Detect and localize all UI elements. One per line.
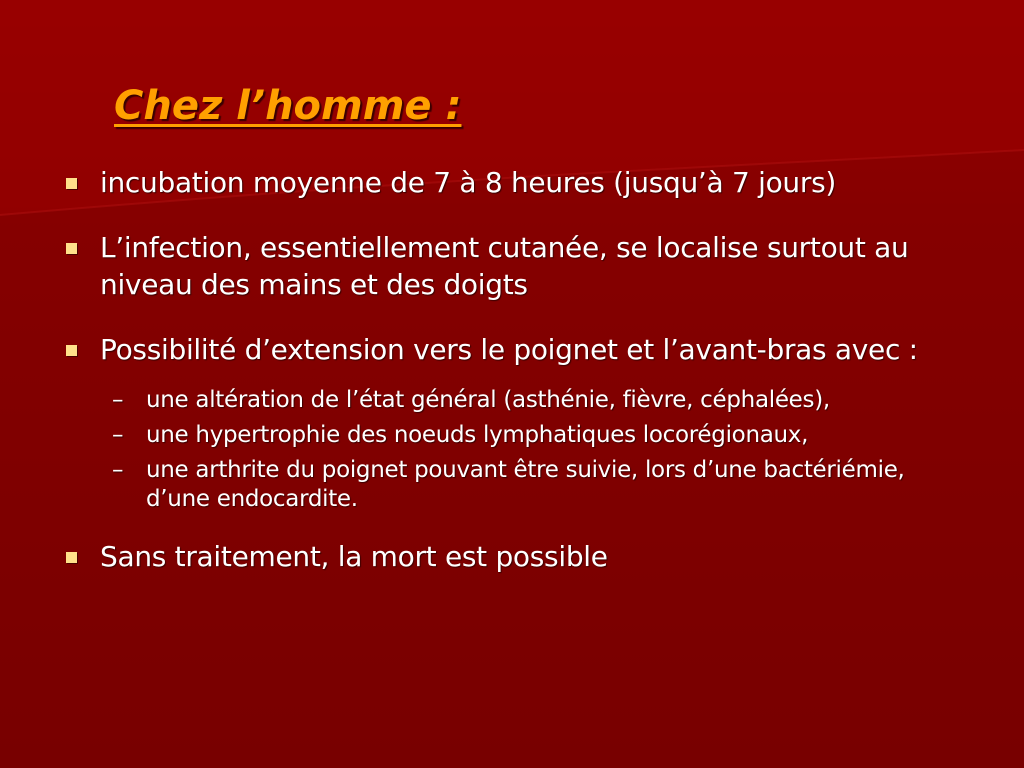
- sub-bullet-item: [108, 421, 962, 450]
- dash-bullet-icon: –: [112, 387, 124, 413]
- sub-bullet-item: [108, 386, 962, 415]
- dash-bullet-icon: –: [112, 422, 124, 448]
- slide-title: Chez l’homme :: [114, 83, 462, 129]
- bullet-item: [62, 229, 962, 303]
- sub-bullet-item: [108, 456, 962, 514]
- bullet-item: [62, 164, 962, 201]
- bullet-list: [62, 164, 962, 603]
- sub-bullet-text: une hypertrophie des noeuds lymphatiques locorégionaux,: [146, 422, 809, 448]
- sub-bullet-text: une altération de l’état général (asthénie, fièvre, céphalées),: [146, 387, 830, 413]
- sub-bullet-text: une arthrite du poignet pouvant être suivie, lors d’une bactériémie, d’une endocardite.: [146, 457, 905, 512]
- bullet-text: incubation moyenne de 7 à 8 heures (jusqu’à 7 jours): [100, 166, 836, 199]
- bullet-item: [62, 331, 962, 514]
- bullet-text: Possibilité d’extension vers le poignet et l’avant-bras avec :: [100, 333, 918, 366]
- square-bullet-icon: [66, 345, 77, 356]
- dash-bullet-icon: –: [112, 457, 124, 483]
- bullet-text: L’infection, essentiellement cutanée, se localise surtout au niveau des mains et des doigts: [100, 231, 909, 301]
- bullet-text: Sans traitement, la mort est possible: [100, 540, 608, 573]
- square-bullet-icon: [66, 178, 77, 189]
- square-bullet-icon: [66, 243, 77, 254]
- bullet-item: [62, 538, 962, 575]
- sub-bullet-list: [108, 386, 962, 514]
- square-bullet-icon: [66, 552, 77, 563]
